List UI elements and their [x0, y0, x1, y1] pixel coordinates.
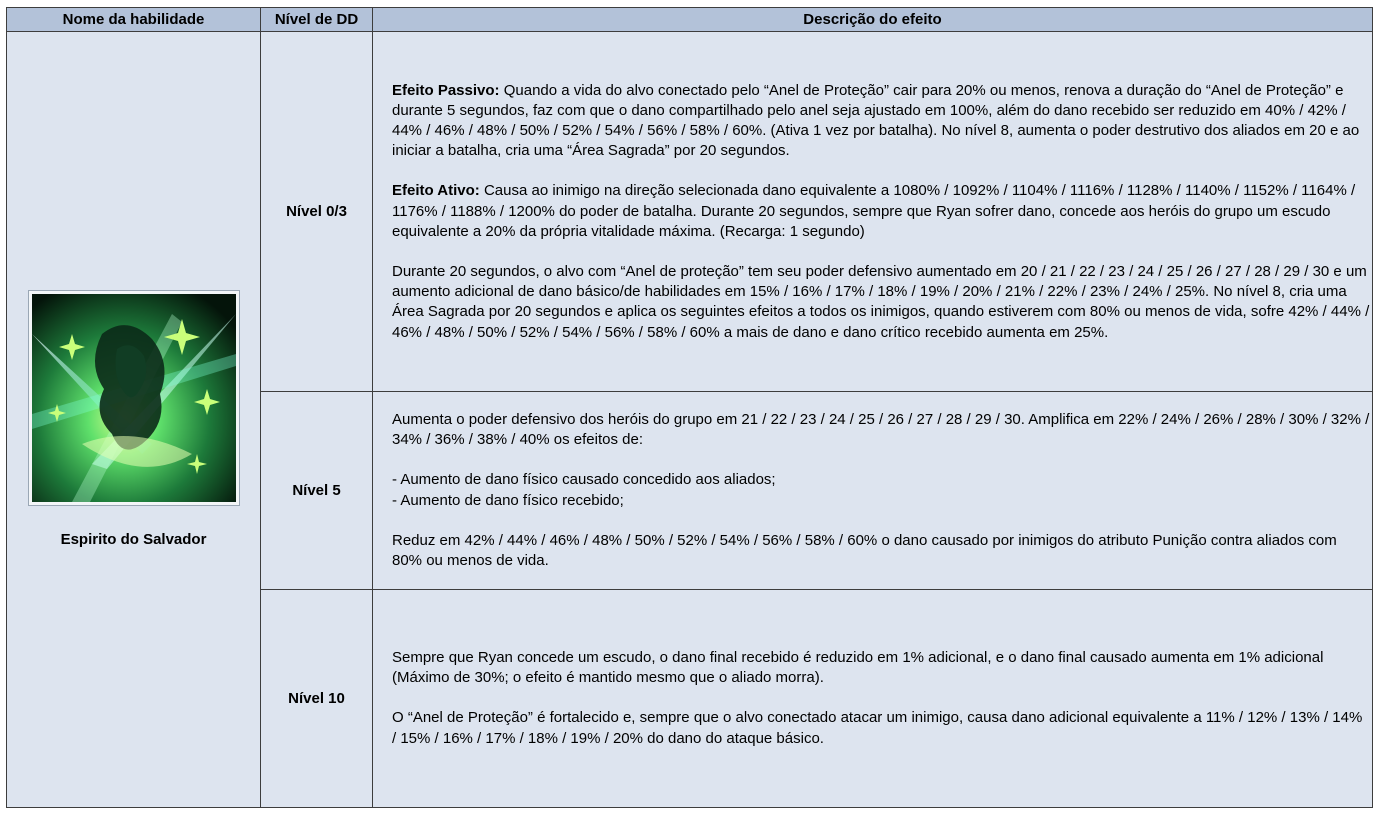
level10-paragraph-1: Sempre que Ryan concede um escudo, o dano final recebido é reduzido em 1% adicional, e o dano final causado aumenta em 1% adicional (Máximo de 30%; o efeito é mantido mesmo que o aliado morra). — [392, 648, 1324, 687]
level-cell: Nível 0/3 — [261, 32, 373, 392]
passive-effect — [392, 81, 1370, 162]
description-cell — [373, 392, 1373, 589]
extra-effect: Durante 20 segundos, o alvo com “Anel de proteção” tem seu poder defensivo aumentado em 20 / 21 / 22 / 23 / 24 / 25 / 26 / 27 / 28 / 29 / 30 e um aumento adicional de dano básico/de habilidades em 15% / 16% / 17% / 18% / 19% / 20% / 21% / 22% / 23% / 24% / 25%. No nível 8, cria uma Área Sagrada por 20 segundos e aplica os seguintes efeitos a todos os inimigos, quando estiverem com 80% ou menos de vida, sofre 42% / 44% / 46% / 48% / 50% / 52% / 54% / 56% / 58% / 60% a mais de dano e dano crítico recebido aumenta em 25%. — [392, 263, 1370, 341]
level10-paragraph-2: O “Anel de Proteção” é fortalecido e, sempre que o alvo conectado atacar um inimigo, causa dano adicional equivalente a 11% / 12% / 13% / 14% / 15% / 16% / 17% / 18% / 19% / 20% do dano do ataque básico. — [392, 709, 1363, 747]
header-effect-description: Descrição do efeito — [373, 8, 1373, 32]
header-dd-level: Nível de DD — [261, 8, 373, 32]
level5-outro: Reduz em 42% / 44% / 46% / 48% / 50% / 52% / 54% / 56% / 58% / 60% o dano causado por inimigos do atributo Punição contra aliados com 80% ou menos de vida. — [392, 531, 1337, 569]
level-cell: Nível 10 — [261, 589, 373, 807]
level5-bullets — [392, 470, 1370, 510]
table-row — [7, 32, 1373, 392]
description-cell — [373, 589, 1373, 807]
bullet-item: - Aumento de dano físico causado concedido aos aliados; — [392, 471, 776, 489]
description-cell — [373, 32, 1373, 392]
level5-intro: Aumenta o poder defensivo dos heróis do grupo em 21 / 22 / 23 / 24 / 25 / 26 / 27 / 28 / 29 / 30. Amplifica em 22% / 24% / 26% / 28% / 30% / 32% / 34% / 36% / 38% / 40% os efeitos de: — [392, 410, 1370, 449]
active-effect — [392, 181, 1370, 242]
skill-table — [6, 7, 1373, 808]
active-text: Causa ao inimigo na direção selecionada dano equivalente a 1080% / 1092% / 1104% / 1116% / 1128% / 1140% / 1152% / 1164% / 1176% / 1188% / 1200% do poder de batalha. Durante 20 segundos, sempre que Ryan sofrer dano, concede aos heróis do grupo um escudo equivalente a 20% da própria vitalidade máxima. (Recarga: 1 segundo) — [392, 182, 1356, 240]
header-skill-name: Nome da habilidade — [7, 8, 261, 32]
bullet-item: - Aumento de dano físico recebido; — [392, 491, 624, 509]
skill-name: Espirito do Salvador — [60, 531, 207, 548]
passive-text: Quando a vida do alvo conectado pelo “Anel de Proteção” cair para 20% ou menos, renova a duração do “Anel de Proteção” e durante 5 segundos, faz com que o dano compartilhado pelo anel seja ajustado em 100%, além do dano recebido ser reduzido em 40% / 42% / 44% / 46% / 48% / 50% / 52% / 54% / 56% / 58% / 60%. (Ativa 1 vez por batalha). No nível 8, aumenta o poder destrutivo dos aliados em 20 e ao iniciar a batalha, cria uma “Área Sagrada” por 20 segundos. — [392, 81, 1360, 160]
passive-label: Efeito Passivo: — [392, 81, 500, 99]
level-cell: Nível 5 — [261, 392, 373, 589]
header-row — [7, 8, 1373, 32]
active-label: Efeito Ativo: — [392, 182, 480, 200]
skill-icon — [29, 291, 239, 505]
skill-name-cell — [7, 32, 261, 808]
